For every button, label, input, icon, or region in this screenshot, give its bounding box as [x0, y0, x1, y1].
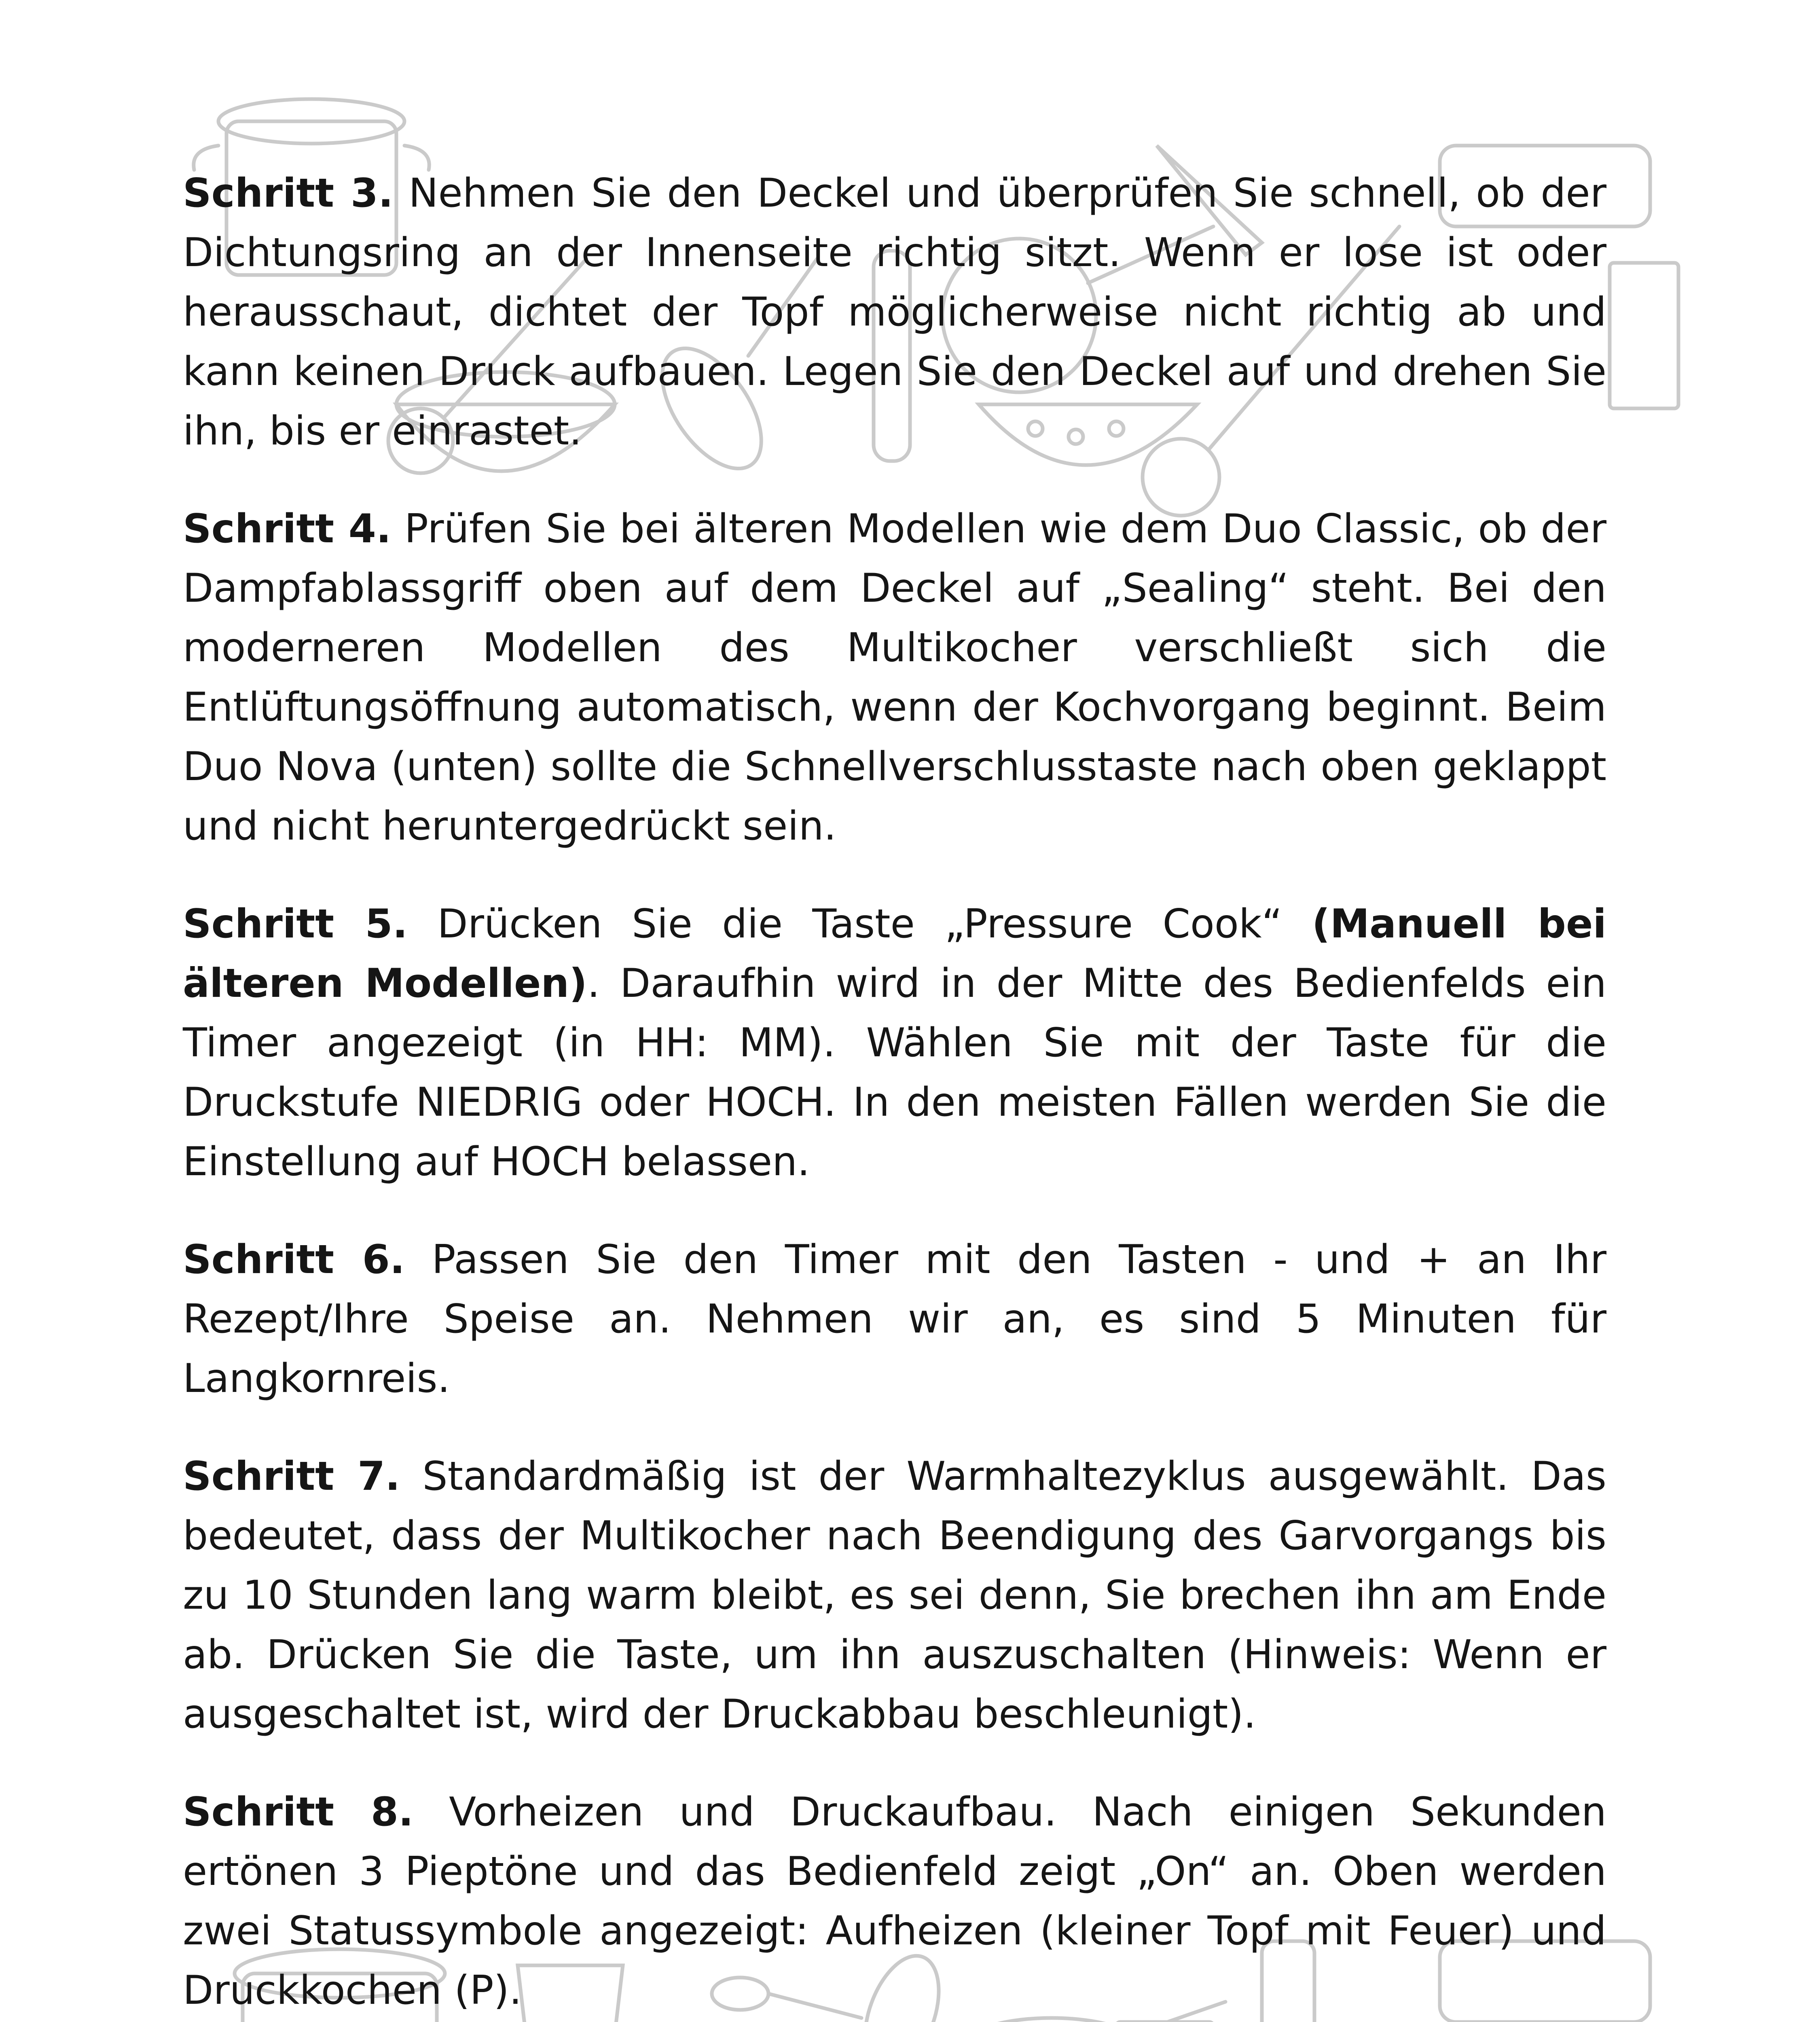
step-5-label: Schritt 5. — [183, 901, 408, 947]
step-8-label: Schritt 8. — [183, 1789, 414, 1835]
step-5-bold-inline: (Manuell bei älteren Modellen) — [183, 901, 1607, 1007]
instruction-steps — [183, 164, 1606, 2022]
step-8-text: Vorheizen und Druckaufbau. Nach einigen Sekunden ertönen 3 Pieptöne und das Bedienfeld zeigt „On“ an. Oben werden zwei Statussymbole angezeigt: Aufheizen (kleiner Topf mit Feuer) und Druckkochen (P). — [183, 1789, 1606, 2014]
step-8-paragraph — [183, 1783, 1606, 2020]
step-4-label: Schritt 4. — [183, 506, 392, 552]
step-3-paragraph — [183, 164, 1606, 461]
step-4-text: Prüfen Sie bei älteren Modellen wie dem Duo Classic, ob der Dampfablassgriff oben auf dem Deckel auf „Sealing“ steht. Bei den moderneren Modellen des Multikocher verschließt sich die Entlüftungsöffnung automatisch, wenn der Kochvorgang beginnt. Beim Duo Nova (unten) sollte die Schnellverschlusstaste nach oben geklappt und nicht heruntergedrückt sein. — [183, 506, 1607, 849]
step-7-paragraph — [183, 1447, 1606, 1744]
step-5-text-after: . Daraufhin wird in der Mitte des Bedienfelds ein Timer angezeigt (in HH: MM). Wählen Sie mit der Taste für die Druckstufe NIEDRIG oder HOCH. In den meisten Fällen werden Sie die Einstellung auf HOCH belassen. — [183, 960, 1606, 1185]
grater-icon — [1610, 263, 1678, 408]
step-6-label: Schritt 6. — [183, 1237, 405, 1283]
step-6-paragraph — [183, 1230, 1606, 1409]
step-4-paragraph — [183, 499, 1606, 856]
step-3-text: Nehmen Sie den Deckel und überprüfen Sie schnell, ob der Dichtungsring an der Innenseite richtig sitzt. Wenn er lose ist oder herausschaut, dichtet der Topf möglicherweise nicht richtig ab und kann keinen Druck aufbauen. Legen Sie den Deckel auf und drehen Sie ihn, bis er einrastet. — [183, 170, 1606, 454]
step-3-label: Schritt 3. — [183, 170, 394, 216]
step-5-text-before: Drücken Sie die Taste „Pressure Cook“ — [407, 901, 1312, 947]
step-6-text: Passen Sie den Timer mit den Tasten - und + an Ihr Rezept/Ihre Speise an. Nehmen wir an, es sind 5 Minuten für Langkornreis. — [183, 1237, 1607, 1402]
step-5-paragraph — [183, 895, 1606, 1192]
step-7-label: Schritt 7. — [183, 1453, 400, 1500]
step-7-text: Standardmäßig ist der Warmhaltezyklus ausgewählt. Das bedeutet, dass der Multikocher nach Beendigung des Garvorgangs bis zu 10 Stunden lang warm bleibt, es sei denn, Sie brechen ihn am Ende ab. Drücken Sie die Taste, um ihn auszuschalten (Hinweis: Wenn er ausgeschaltet ist, wird der Druckabbau beschleunigt). — [183, 1453, 1606, 1737]
